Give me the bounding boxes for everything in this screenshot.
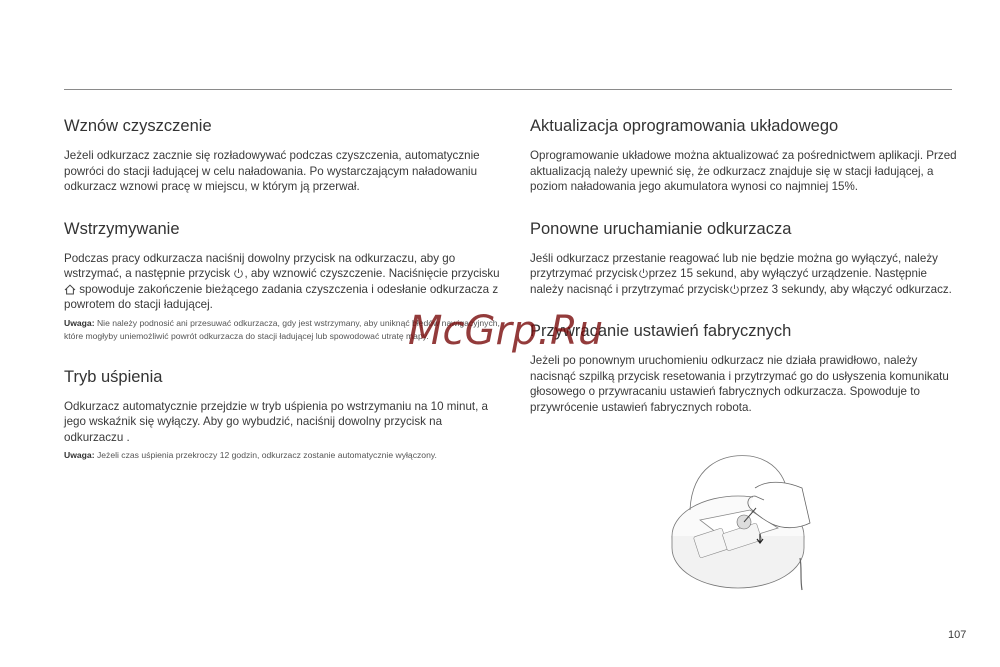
firmware-body: Oprogramowanie układowe można aktualizować za pośrednictwem aplikacji. Przed aktualizacją należy upewnić się, że odkurzacz znajduje się w stacji ładującej, a poziom naładowania jego akumulatora wynosi co najmniej 15%. [530,149,957,193]
pause-body [64,251,500,313]
robot-reset-illustration [660,448,820,598]
pause-note-label: Uwaga: [64,317,95,328]
restart-body-part2: przez 15 sekund, aby wyłączyć urządzenie. Następnie należy nacisnąć i przytrzymać przycisk [530,267,927,296]
pause-note-text: Nie należy podnosić ani przesuwać odkurzacza, gdy jest wstrzymany, aby uniknąć błędów nawigacyjnych, które mogłyby uniemożliwić powrót odkurzacza do stacji ładującej lub spowodować utratę mapy. [64,317,500,341]
sleep-body: Odkurzacz automatycznie przejdzie w tryb uśpienia po wstrzymaniu na 10 minut, a jego wskaźnik się wyłączy. Aby go wybudzić, naciśnij dowolny przycisk na odkurzaczu . [64,399,489,444]
firmware-title: Aktualizacja oprogramowania układowego [530,117,839,135]
resume-body: Jeżeli odkurzacz zacznie się rozładowywać podczas czyszczenia, automatycznie powróci do stacji ładującej w celu naładowania. Po wystarczającym naładowaniu odkurzacz wznowi pracę w miejscu, w którym ją przerwał. [64,149,480,193]
resume-title: Wznów czyszczenie [64,117,212,135]
power-icon [233,268,244,279]
pause-body-part3: spowoduje zakończenie bieżącego zadania czyszczenia i odesłanie odkurzacza z powrotem do stacji ładującej. [64,282,499,311]
restart-body-part3: przez 3 sekundy, aby włączyć odkurzacz. [740,282,952,296]
watermark: McGrp.Ru [408,308,604,354]
header-rule [64,89,952,90]
sleep-note-label: Uwaga: [64,450,95,460]
pause-body-part2: , aby wznowić czyszczenie. Naciśnięcie przycisku [244,267,500,280]
restart-body [530,251,960,298]
sleep-title: Tryb uśpienia [64,367,163,386]
section-sleep [64,365,500,463]
restart-title: Ponowne uruchamianie odkurzacza [530,219,792,238]
factory-reset-body: Jeżeli po ponownym uruchomieniu odkurzacz nie działa prawidłowo, należy nacisnąć szpilką przycisk resetowania i przytrzymać go do usłyszenia komunikatu głosowego o przywracaniu ustawień fabrycznych odkurzacza. Spowoduje to przywrócenie ustawień fabrycznych robota. [530,354,949,414]
section-restart [530,217,960,298]
home-icon [64,284,76,295]
power-icon [638,268,649,279]
left-column [64,114,500,484]
factory-reset-title: Przywracanie ustawień fabrycznych [530,322,792,340]
page-number: 107 [948,629,967,641]
power-icon [729,284,740,295]
right-column [530,114,960,437]
section-resume [64,114,500,195]
section-firmware [530,114,960,195]
restart-body-part1: Jeśli odkurzacz przestanie reagować lub nie będzie można go wyłączyć, należy przytrzymać przycisk [530,251,938,280]
pause-body-part1: Podczas pracy odkurzacza naciśnij dowolny przycisk na odkurzaczu, aby go wstrzymać, a następnie przycisk [64,251,456,280]
pause-title: Wstrzymywanie [64,219,180,238]
sleep-note-text: Jeżeli czas uśpienia przekroczy 12 godzin, odkurzacz zostanie automatycznie wyłączony. [96,450,437,460]
sleep-note [64,449,500,462]
